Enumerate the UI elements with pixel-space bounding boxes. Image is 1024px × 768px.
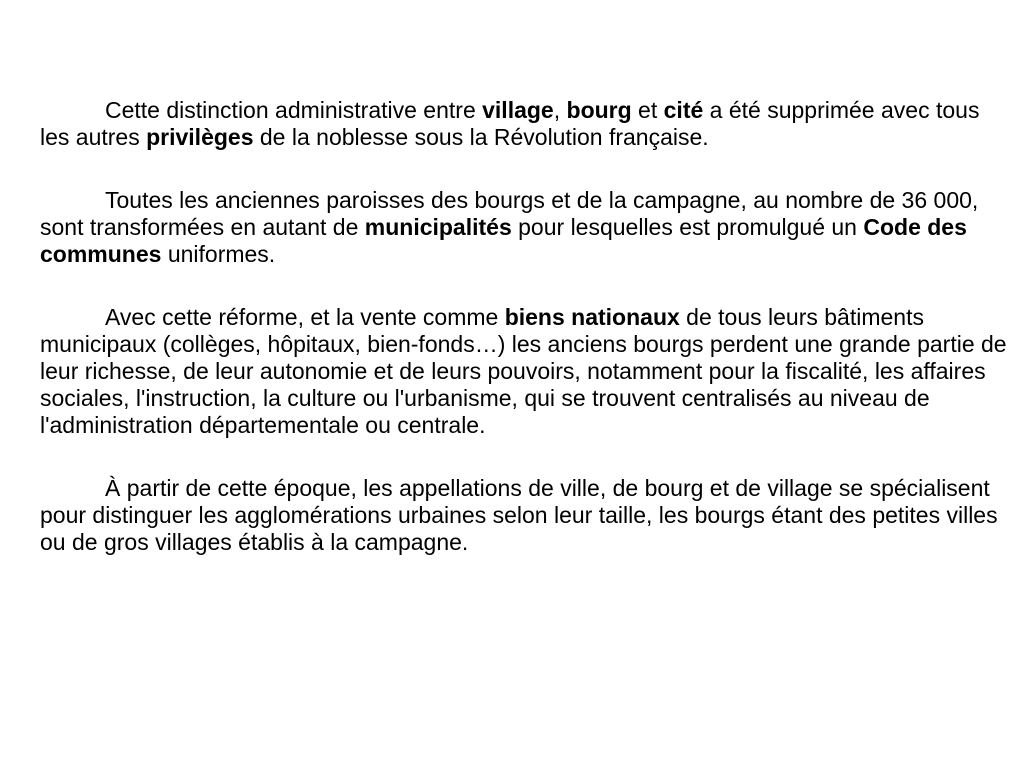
p2-term-municipalites: municipalités [364, 214, 512, 240]
p3-term-biens-nationaux: biens nationaux [504, 304, 680, 330]
p3-text-2: de tous leurs bâtiments municipaux (collèges, hôpitaux, bien-fonds…) les anciens bourgs perdent une grande partie de leur richesse, de leur autonomie et de leurs pouvoirs, notamment pour la fiscalité, les affaires sociales, l'instruction, la culture ou l'urbanisme, qui se trouvent centralisés au niveau de l'administration départementale ou centrale. [40, 304, 1007, 438]
p2-term-code-des-communes: Code des communes [40, 214, 967, 267]
p2-text-3: uniformes. [161, 241, 276, 267]
p1-text-2: , [553, 97, 567, 123]
p1-text-1: Cette distinction administrative entre [105, 97, 483, 123]
p1-term-bourg: bourg [566, 97, 632, 123]
p4-text-1: À partir de cette époque, les appellations de ville, de bourg et de village se spécialisent pour distinguer les agglomérations urbaines selon leur taille, les bourgs étant des petites villes ou de gros villages établis à la campagne. [40, 475, 998, 555]
p1-text-5: de la noblesse sous la Révolution française. [253, 124, 709, 150]
paragraph-1 [40, 97, 1012, 151]
p1-text-3: et [631, 97, 664, 123]
p1-term-privileges: privilèges [146, 124, 254, 150]
p1-term-village: village [482, 97, 554, 123]
p2-text-2: pour lesquelles est promulgué un [511, 214, 864, 240]
p1-text-4: a été supprimée avec tous les autres [40, 97, 980, 150]
paragraph-4 [40, 475, 1012, 556]
p1-term-cite: cité [663, 97, 704, 123]
p3-text-1: Avec cette réforme, et la vente comme [105, 304, 505, 330]
paragraph-3 [40, 304, 1012, 439]
paragraph-2 [40, 187, 1012, 268]
p2-text-1: Toutes les anciennes paroisses des bourgs et de la campagne, au nombre de 36 000, sont transformées en autant de [40, 187, 979, 240]
slide-body [40, 97, 1012, 556]
